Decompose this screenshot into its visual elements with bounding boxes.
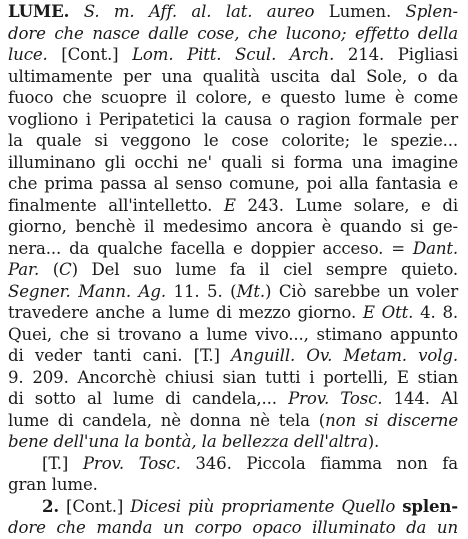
entry-lume-sense-1: [8, 1, 458, 453]
bold-run: 2.: [42, 495, 60, 516]
text-run: 346. Piccola fiamma non fa: [180, 453, 458, 473]
text-line: [8, 496, 458, 518]
text-run: di veder tanti cani. [T.]: [8, 346, 232, 365]
text-run: 4. 8.: [413, 303, 458, 322]
text-run: di sotto al lume di candela,...: [8, 389, 289, 408]
text-run: illuminano gli occhi ne' quali si forma una imagine: [8, 152, 458, 172]
italic-run: Prov. Tosc.: [288, 389, 383, 408]
italic-run: Segner. Mann. Ag.: [8, 281, 166, 301]
bold-run: splen-: [402, 495, 459, 516]
italic-run: S. m. Aff. al. lat.: [83, 2, 253, 21]
text-line: [8, 410, 458, 432]
text-line: [8, 216, 458, 238]
text-line: [8, 238, 458, 260]
italic-run: Mt.: [236, 281, 265, 301]
text-run: vogliono i Peripatetici la causa o ragion formale per: [8, 109, 458, 129]
text-line: [8, 1, 458, 23]
text-run: 9. 209. Ancorchè chiusi sian tutti i portelli, E stian: [8, 367, 458, 387]
text-line: [8, 302, 458, 324]
text-run: la quale si veggono le cose colorite; le spezie...: [8, 131, 458, 150]
text-run: [Cont.]: [47, 45, 133, 64]
text-line: [8, 345, 458, 367]
text-run: Lumen.: [314, 2, 406, 21]
text-run: 11. 5. (: [166, 281, 237, 301]
italic-run: aureo: [266, 2, 315, 21]
text-line: [8, 195, 458, 217]
text-line: [8, 130, 458, 152]
text-line: [8, 23, 458, 45]
text-run: ) Del suo lume fa il ciel sempre quieto.: [71, 260, 459, 279]
text-run: [69, 2, 83, 21]
text-run: (: [39, 260, 60, 279]
italic-run: Prov. Tosc.: [82, 453, 181, 473]
italic-run: Dant.: [412, 238, 458, 258]
text-line: [8, 388, 458, 410]
italic-run: dore che manda un corpo opaco illuminato da un: [8, 518, 458, 537]
text-run: [T.]: [42, 453, 83, 473]
text-run: [252, 2, 266, 21]
text-line: [8, 517, 458, 539]
text-line: [8, 87, 458, 109]
italic-run: non si discerne: [325, 410, 458, 430]
italic-run: Anguill. Ov. Metam. volg.: [231, 346, 458, 365]
text-run: lume di candela, nè donna nè tela (: [8, 410, 326, 430]
text-run: travedere anche a lume di mezzo giorno.: [8, 303, 363, 322]
text-line: [8, 173, 458, 195]
italic-run: Par.: [8, 260, 40, 279]
text-run: che prima passa al senso comune, poi alla fantasia e: [8, 174, 458, 193]
italic-run: luce.: [8, 45, 48, 64]
text-line: [8, 453, 458, 475]
text-line: [8, 259, 458, 281]
text-line: [8, 281, 458, 303]
text-line: [8, 324, 458, 346]
text-line: [8, 44, 458, 66]
text-run: finalmente all'intelletto.: [8, 195, 224, 215]
italic-run: E Ott.: [362, 303, 414, 322]
text-line: [8, 152, 458, 174]
entry-lume-proverb: [8, 453, 458, 496]
text-run: nera... da qualche facella e doppier acceso. =: [8, 238, 413, 258]
text-run: 243. Lume solare, e di: [235, 195, 458, 215]
dictionary-page: [8, 1, 458, 539]
text-run: ultimamente per una qualità uscita dal Sole, o da: [8, 66, 458, 86]
italic-run: Splen-: [405, 2, 458, 21]
italic-run: dore che nasce dalle cose, che lucono; effetto della: [8, 23, 458, 43]
italic-run: Lom. Pitt. Scul. Arch.: [132, 45, 335, 64]
text-run: 214. Pigliasi: [334, 45, 458, 64]
text-line: [8, 474, 458, 496]
entry-lume-sense-2: [8, 496, 458, 539]
text-run: giorno, benchè il medesimo ancora è quando si ge-: [8, 217, 458, 236]
bold-run: LUME.: [8, 1, 70, 21]
italic-run: bene dell'una la bontà, la bellezza dell'altra: [8, 432, 368, 451]
text-run: fuoco che scuopre il colore, e questo lume è come: [8, 88, 458, 107]
text-run: Quei, che si trovano a lume vivo..., stimano appunto: [8, 324, 458, 344]
italic-run: Dicesi più propriamente: [130, 496, 335, 516]
text-line: [8, 109, 458, 131]
text-run: ).: [367, 432, 380, 451]
text-run: ) Ciò sarebbe un voler: [264, 281, 459, 301]
italic-run: C: [59, 260, 72, 279]
text-line: [8, 431, 458, 453]
text-run: 144. Al: [382, 389, 459, 408]
text-line: [8, 367, 458, 389]
italic-run: E: [223, 195, 236, 215]
text-run: gran lume.: [8, 475, 98, 494]
text-run: [Cont.]: [59, 496, 131, 516]
italic-run: Quello: [341, 496, 396, 516]
text-line: [8, 66, 458, 88]
